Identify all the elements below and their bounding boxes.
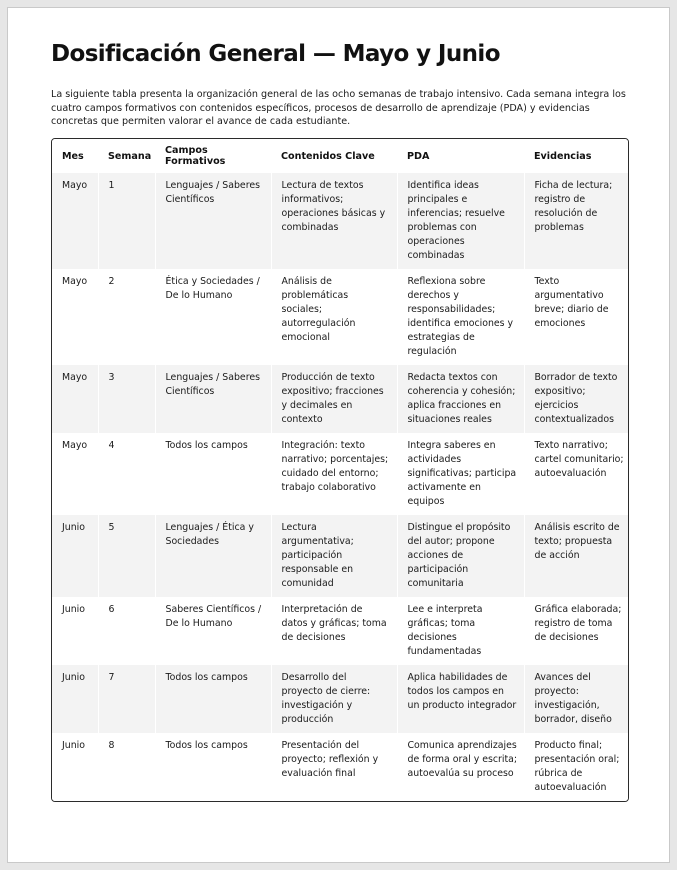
cell-evidencias: Producto final; presentación oral; rúbrica de autoevaluación bbox=[524, 733, 629, 801]
cell-pda: Identifica ideas principales e inferencias; resuelve problemas con operaciones combinadas bbox=[397, 173, 524, 269]
document-page bbox=[7, 7, 670, 863]
cell-campos: Lenguajes / Saberes Científicos bbox=[155, 365, 271, 433]
cell-contenidos: Interpretación de datos y gráficas; toma de decisiones bbox=[271, 597, 397, 665]
cell-evidencias: Borrador de texto expositivo; ejercicios contextualizados bbox=[524, 365, 629, 433]
cell-campos: Lenguajes / Saberes Científicos bbox=[155, 173, 271, 269]
intro-paragraph: La siguiente tabla presenta la organización general de las ocho semanas de trabajo intensivo. Cada semana integra los cuatro campos formativos con contenidos específicos, procesos de desarrollo de aprendizaje (PDA) y evidencias concretas que permiten valorar el avance de cada estudiante. bbox=[51, 89, 626, 128]
cell-mes: Junio bbox=[52, 665, 98, 733]
table-row bbox=[52, 515, 629, 597]
cell-semana: 2 bbox=[98, 269, 155, 365]
header-contenidos-clave: Contenidos Clave bbox=[271, 139, 397, 173]
table-row bbox=[52, 365, 629, 433]
cell-semana: 4 bbox=[98, 433, 155, 515]
page-title: Dosificación General — Mayo y Junio bbox=[51, 41, 500, 67]
cell-evidencias: Texto argumentativo breve; diario de emociones bbox=[524, 269, 629, 365]
table-row bbox=[52, 173, 629, 269]
cell-semana: 7 bbox=[98, 665, 155, 733]
cell-pda: Aplica habilidades de todos los campos en un producto integrador bbox=[397, 665, 524, 733]
cell-contenidos: Presentación del proyecto; reflexión y evaluación final bbox=[271, 733, 397, 801]
cell-pda: Distingue el propósito del autor; propone acciones de participación comunitaria bbox=[397, 515, 524, 597]
cell-pda: Lee e interpreta gráficas; toma decisiones fundamentadas bbox=[397, 597, 524, 665]
table-row bbox=[52, 597, 629, 665]
cell-evidencias: Gráfica elaborada; registro de toma de decisiones bbox=[524, 597, 629, 665]
cell-contenidos: Desarrollo del proyecto de cierre: investigación y producción bbox=[271, 665, 397, 733]
cell-mes: Mayo bbox=[52, 269, 98, 365]
cell-campos: Todos los campos bbox=[155, 665, 271, 733]
table-row bbox=[52, 733, 629, 801]
cell-mes: Mayo bbox=[52, 173, 98, 269]
cell-evidencias: Análisis escrito de texto; propuesta de acción bbox=[524, 515, 629, 597]
cell-mes: Mayo bbox=[52, 365, 98, 433]
header-campos-formativos: Campos Formativos bbox=[155, 139, 271, 173]
cell-mes: Junio bbox=[52, 515, 98, 597]
cell-mes: Mayo bbox=[52, 433, 98, 515]
cell-mes: Junio bbox=[52, 597, 98, 665]
cell-pda: Integra saberes en actividades significativas; participa activamente en equipos bbox=[397, 433, 524, 515]
header-pda: PDA bbox=[397, 139, 524, 173]
table-row bbox=[52, 433, 629, 515]
cell-campos: Lenguajes / Ética y Sociedades bbox=[155, 515, 271, 597]
cell-contenidos: Producción de texto expositivo; fracciones y decimales en contexto bbox=[271, 365, 397, 433]
cell-evidencias: Ficha de lectura; registro de resolución de problemas bbox=[524, 173, 629, 269]
cell-pda: Comunica aprendizajes de forma oral y escrita; autoevalúa su proceso bbox=[397, 733, 524, 801]
cell-campos: Todos los campos bbox=[155, 733, 271, 801]
cell-mes: Junio bbox=[52, 733, 98, 801]
cell-contenidos: Análisis de problemáticas sociales; autorregulación emocional bbox=[271, 269, 397, 365]
cell-contenidos: Lectura de textos informativos; operaciones básicas y combinadas bbox=[271, 173, 397, 269]
cell-semana: 6 bbox=[98, 597, 155, 665]
header-semana: Semana bbox=[98, 139, 155, 173]
schedule-table-container bbox=[51, 138, 629, 802]
cell-campos: Saberes Científicos / De lo Humano bbox=[155, 597, 271, 665]
header-evidencias: Evidencias bbox=[524, 139, 629, 173]
cell-semana: 5 bbox=[98, 515, 155, 597]
cell-contenidos: Lectura argumentativa; participación responsable en comunidad bbox=[271, 515, 397, 597]
cell-semana: 1 bbox=[98, 173, 155, 269]
cell-contenidos: Integración: texto narrativo; porcentajes; cuidado del entorno; trabajo colaborativo bbox=[271, 433, 397, 515]
header-mes: Mes bbox=[52, 139, 98, 173]
cell-evidencias: Texto narrativo; cartel comunitario; autoevaluación bbox=[524, 433, 629, 515]
table-row bbox=[52, 269, 629, 365]
cell-pda: Reflexiona sobre derechos y responsabilidades; identifica emociones y estrategias de regulación bbox=[397, 269, 524, 365]
schedule-table bbox=[52, 139, 629, 801]
cell-semana: 8 bbox=[98, 733, 155, 801]
cell-pda: Redacta textos con coherencia y cohesión; aplica fracciones en situaciones reales bbox=[397, 365, 524, 433]
cell-evidencias: Avances del proyecto: investigación, borrador, diseño bbox=[524, 665, 629, 733]
table-row bbox=[52, 665, 629, 733]
cell-campos: Todos los campos bbox=[155, 433, 271, 515]
cell-semana: 3 bbox=[98, 365, 155, 433]
table-header-row bbox=[52, 139, 629, 173]
cell-campos: Ética y Sociedades / De lo Humano bbox=[155, 269, 271, 365]
